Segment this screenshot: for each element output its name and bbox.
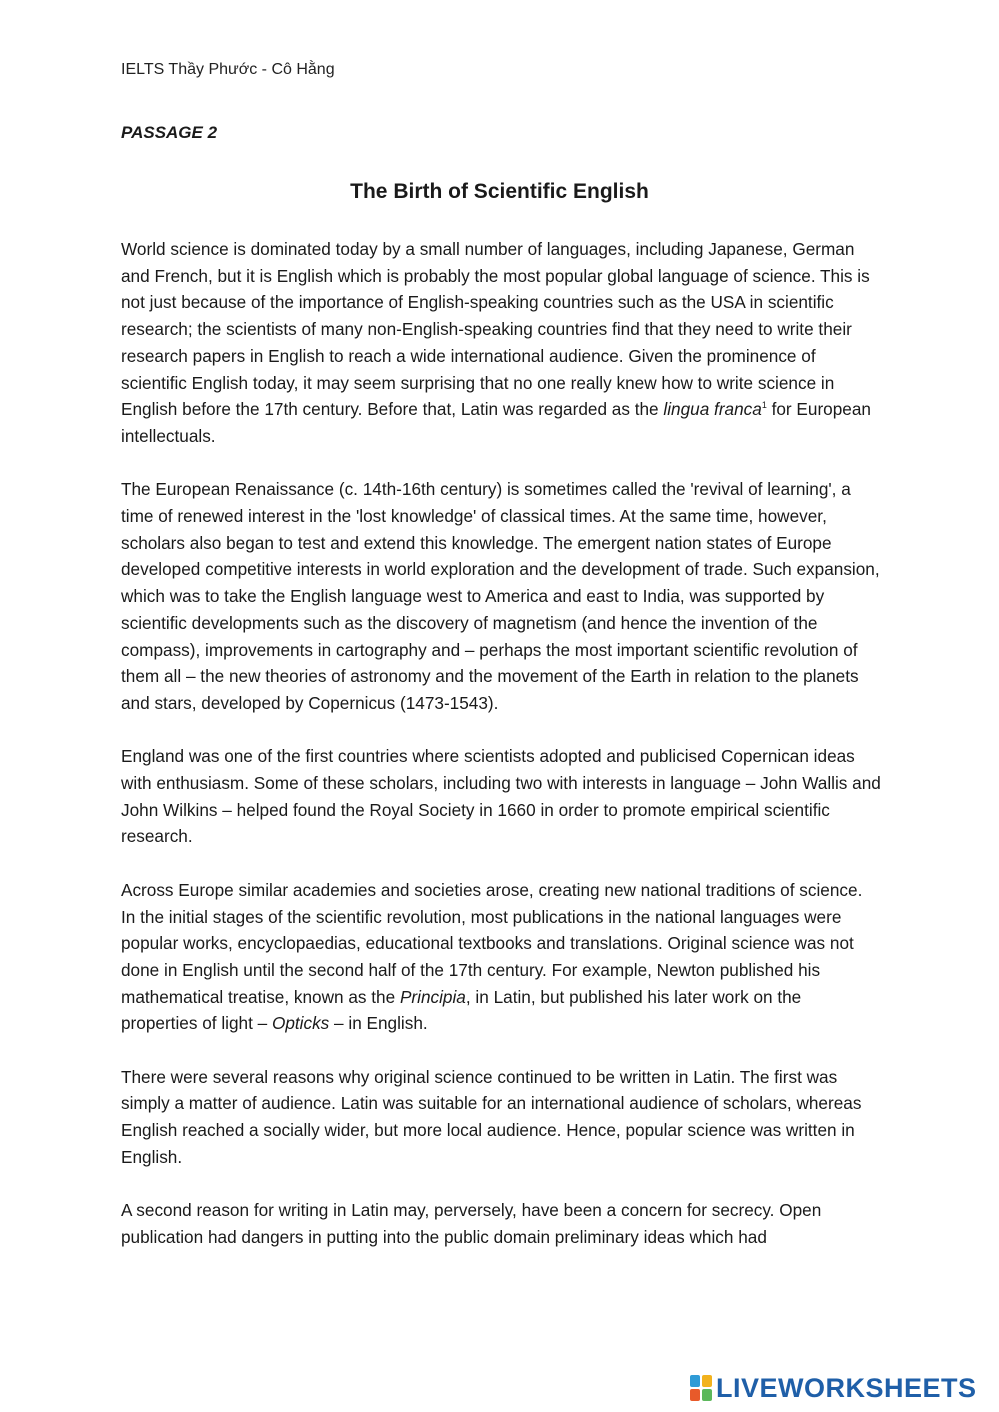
- logo-text: LIVEWORKSHEETS: [716, 1372, 977, 1403]
- paragraph-5: There were several reasons why original science continued to be written in Latin. The first was simply a matter of audience. Latin was suitable for an international audience of scholars, whereas English reached a socially wider, but more local audience. Hence, popular science was written in English.: [121, 1066, 862, 1167]
- principia-title: Principia: [399, 986, 466, 1007]
- paragraph-4: [121, 877, 881, 1037]
- opticks-title: Opticks: [271, 1013, 330, 1034]
- paragraph-4-text-b: , in Latin, but published his later work on the properties of light –: [121, 986, 802, 1034]
- paragraph-4-text-c: – in English.: [329, 1013, 428, 1034]
- passage-label: PASSAGE 2: [121, 123, 218, 142]
- paragraph-2: The European Renaissance (c. 14th-16th century) is sometimes called the 'revival of learning', a time of renewed interest in the 'lost knowledge' of classical times. At the same time, however, scholars also began to test and extend this knowledge. The emergent nation states of Europe developed competitive interests in world exploration and the development of trade. Such expansion, which was to take the English language west to America and east to India, was supported by scientific developments such as the discovery of magnetism (and hence the invention of the compass), improvements in cartography and – perhaps the most important scientific revolution of them all – the new theories of astronomy and the movement of the Earth in relation to the planets and stars, developed by Copernicus (1473-1543).: [121, 479, 880, 713]
- paragraph-1: [121, 236, 881, 450]
- footnote-marker: 1: [761, 400, 767, 411]
- paragraph-3: England was one of the first countries where scientists adopted and publicised Copernican ideas with enthusiasm. Some of these scholars, including two with interests in language – John Wallis and John Wilkins – helped found the Royal Society in 1660 in order to promote empirical scientific research.: [121, 746, 881, 847]
- paragraph-6: A second reason for writing in Latin may, perversely, have been a concern for secrecy. Open publication had dangers in putting into the public domain preliminary ideas which had: [121, 1200, 822, 1247]
- liveworksheets-logo[interactable]: [690, 1374, 977, 1402]
- liveworksheets-logo-icon: [690, 1375, 712, 1401]
- passage-body: [121, 236, 881, 1277]
- document-header: IELTS Thầy Phước - Cô Hằng: [121, 61, 335, 78]
- paragraph-1-text-a: World science is dominated today by a small number of languages, including Japanese, German and French, but it is English which is probably the most popular global language of science. This is not just because of the importance of English-speaking countries such as the USA in scientific research; the scientists of many non-English-speaking countries find that they need to write their research papers in English to reach a wide international audience. Given the prominence of scientific English today, it may seem surprising that no one really knew how to write science in English before the 17th century. Before that, Latin was regarded as the: [121, 239, 870, 420]
- paragraph-4-text-a: Across Europe similar academies and societies arose, creating new national traditions of science. In the initial stages of the scientific revolution, most publications in the national languages were popular works, encyclopaedias, educational textbooks and translations. Original science was not done in English until the second half of the 17th century. For example, Newton published his mathematical treatise, known as the: [121, 879, 863, 1007]
- passage-title: The Birth of Scientific English: [350, 180, 649, 203]
- lingua-franca-term: lingua franca: [663, 399, 762, 420]
- paragraph-1-text-b: for European intellectuals.: [121, 399, 871, 446]
